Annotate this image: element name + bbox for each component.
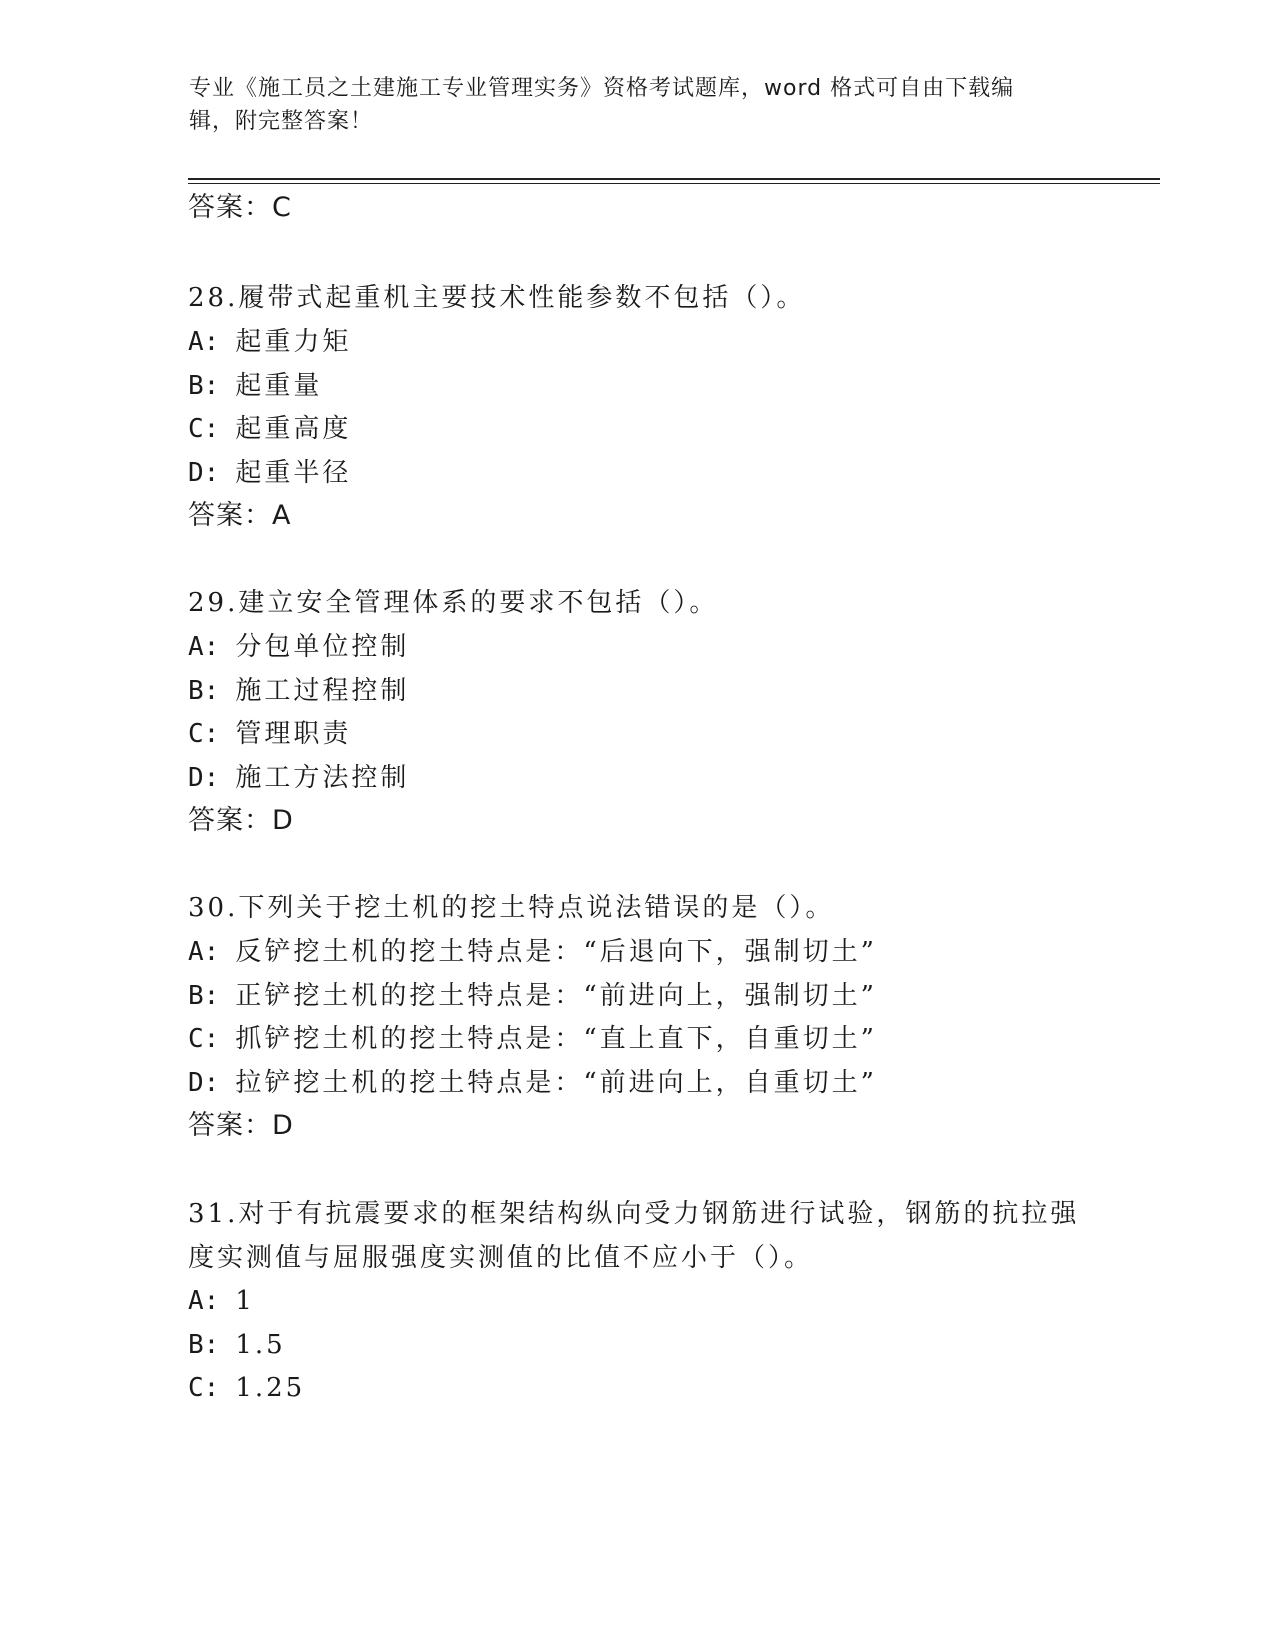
option-a bbox=[188, 934, 877, 970]
option-text: 管理职责 bbox=[235, 719, 352, 749]
option-d bbox=[188, 1065, 877, 1101]
option-c bbox=[188, 411, 351, 447]
option-letter: B: bbox=[188, 371, 220, 401]
option-a bbox=[188, 324, 351, 360]
header-divider-thin bbox=[188, 183, 1160, 184]
option-c bbox=[188, 1370, 305, 1406]
option-letter: D: bbox=[188, 763, 220, 793]
option-letter: A: bbox=[188, 327, 220, 357]
option-text: 起重半径 bbox=[235, 458, 352, 488]
option-d bbox=[188, 455, 351, 491]
question-stem-line-1: 31.对于有抗震要求的框架结构纵向受力钢筋进行试验，钢筋的抗拉强 bbox=[188, 1199, 1080, 1229]
option-letter: A: bbox=[188, 937, 220, 967]
question-stem-line-2: 度实测值与屈服强度实测值的比值不应小于（）。 bbox=[188, 1243, 814, 1273]
option-c bbox=[188, 1021, 877, 1057]
option-a bbox=[188, 629, 409, 665]
option-text: 反铲挖土机的挖土特点是：“后退向下，强制切土” bbox=[235, 937, 877, 967]
option-b bbox=[188, 1327, 286, 1363]
question-stem: 29.建立安全管理体系的要求不包括（）。 bbox=[188, 588, 719, 618]
answer-label: 答案：D bbox=[188, 1110, 294, 1141]
header-line-1: 专业《施工员之土建施工专业管理实务》资格考试题库，word 格式可自由下载编 bbox=[189, 76, 1015, 101]
option-d bbox=[188, 760, 409, 796]
option-text: 抓铲挖土机的挖土特点是：“直上直下，自重切土” bbox=[235, 1024, 877, 1054]
option-letter: C: bbox=[188, 719, 220, 749]
question-stem: 30.下列关于挖土机的挖土特点说法错误的是（）。 bbox=[188, 893, 835, 923]
option-b bbox=[188, 673, 409, 709]
option-text: 起重量 bbox=[235, 371, 323, 401]
option-text: 分包单位控制 bbox=[235, 632, 410, 662]
option-text: 1 bbox=[235, 1286, 255, 1316]
option-text: 拉铲挖土机的挖土特点是：“前进向上，自重切土” bbox=[235, 1068, 877, 1098]
option-b bbox=[188, 978, 877, 1014]
option-text: 正铲挖土机的挖土特点是：“前进向上，强制切土” bbox=[235, 981, 877, 1011]
option-letter: B: bbox=[188, 981, 220, 1011]
option-letter: C: bbox=[188, 414, 220, 444]
option-letter: C: bbox=[188, 1373, 220, 1403]
option-letter: D: bbox=[188, 458, 220, 488]
option-text: 起重高度 bbox=[235, 414, 352, 444]
option-letter: B: bbox=[188, 676, 220, 706]
option-text: 1.25 bbox=[235, 1373, 306, 1403]
answer-label: 答案：D bbox=[188, 805, 294, 836]
answer-label: 答案：A bbox=[188, 500, 292, 531]
option-letter: A: bbox=[188, 632, 220, 662]
option-letter: C: bbox=[188, 1024, 220, 1054]
header-divider bbox=[188, 178, 1160, 180]
option-letter: D: bbox=[188, 1068, 220, 1098]
option-text: 1.5 bbox=[235, 1330, 286, 1360]
question-stem: 28.履带式起重机主要技术性能参数不包括（）。 bbox=[188, 283, 806, 313]
document-header bbox=[189, 72, 1079, 138]
option-text: 起重力矩 bbox=[235, 327, 352, 357]
previous-answer: 答案：C bbox=[188, 192, 292, 223]
option-text: 施工过程控制 bbox=[235, 676, 410, 706]
option-letter: A: bbox=[188, 1286, 220, 1316]
option-a bbox=[188, 1283, 255, 1319]
option-letter: B: bbox=[188, 1330, 220, 1360]
header-line-2: 辑，附完整答案！ bbox=[189, 109, 374, 134]
option-text: 施工方法控制 bbox=[235, 763, 410, 793]
option-b bbox=[188, 368, 322, 404]
option-c bbox=[188, 716, 351, 752]
